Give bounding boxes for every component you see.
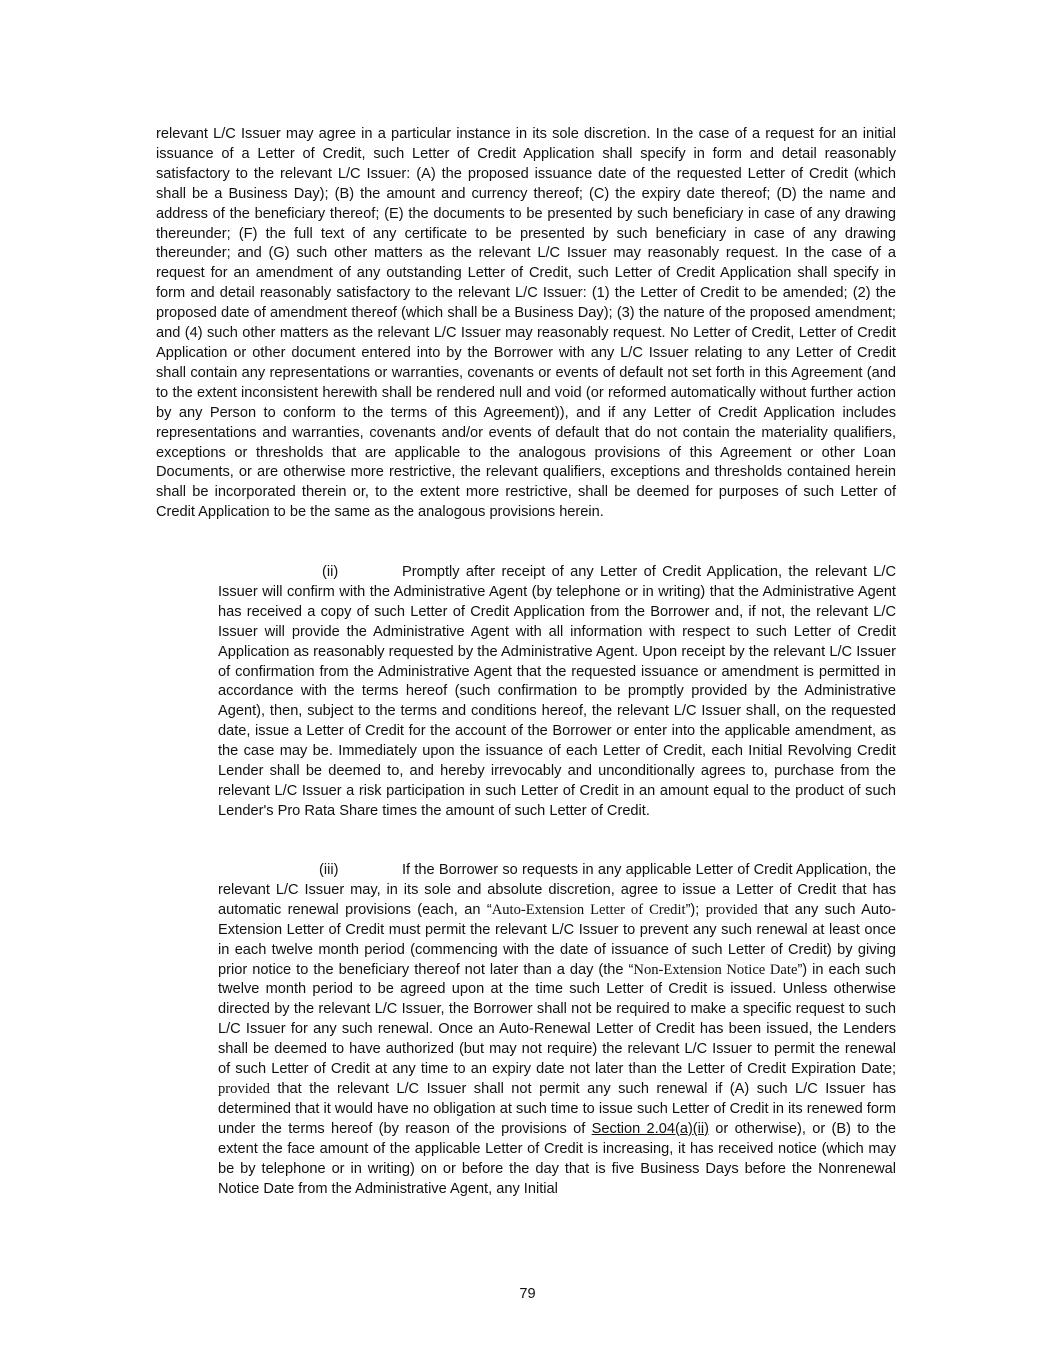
paragraph-iii-text-4: ”) in each such twelve month period to be agreed upon at the time such Letter of Credit is issued. Unless otherwise directed by the relevant L/C Issuer, the Borrower shall not be required to make a specific request to such L/C Issuer for any such renewal. Once an Auto-Renewal Letter of Credit has been issued, the Lenders shall be deemed to have authorized (but may not require) the relevant L/C Issuer to permit the renewal of such Letter of Credit at any time to an expiry date not later than the Letter of Credit Expiration Date; [218, 961, 897, 1078]
defined-term-non-extension: Non-Extension Notice Date [633, 961, 798, 978]
paragraph-iii-text-3: that any such Auto-Extension Letter of Credit must permit the relevant L/C Issuer to prevent any such renewal at least once in each twelve month period (commencing with the date of issuance of such Letter of Credit) by giving prior notice to the beneficiary thereof not later than a day (the “ [218, 901, 896, 978]
paragraph-ii [218, 563, 896, 822]
proviso-term-2: provided [218, 1080, 270, 1097]
paragraph-continuation: relevant L/C Issuer may agree in a particular instance in its sole discretion. In the case of a request for an initial issuance of a Letter of Credit, such Letter of Credit Application shall specify in form and detail reasonably satisfactory to the relevant L/C Issuer: (A) the proposed issuance date of the requested Letter of Credit (which shall be a Business Day); (B) the amount and currency thereof; (C) the expiry date thereof; (D) the name and address of the beneficiary thereof; (E) the documents to be presented by such beneficiary in case of any drawing thereunder; (F) the full text of any certificate to be presented by such beneficiary in case of any drawing thereunder; and (G) such other matters as the relevant L/C Issuer may reasonably request. In the case of a request for an amendment of any outstanding Letter of Credit, such Letter of Credit Application shall specify in form and detail reasonably satisfactory to the relevant L/C Issuer: (1) the Letter of Credit to be amended; (2) the proposed date of amendment thereof (which shall be a Business Day); (3) the nature of the proposed amendment; and (4) such other matters as the relevant L/C Issuer may reasonably request. No Letter of Credit, Letter of Credit Application or other document entered into by the Borrower with any L/C Issuer relating to any Letter of Credit shall contain any representations or warranties, covenants or events of default not set forth in this Agreement (and to the extent inconsistent herewith shall be rendered null and void (or reformed automatically without further action by any Person to conform to the terms of this Agreement)), and if any Letter of Credit Application includes representations and warranties, covenants and/or events of default that do not contain the materiality qualifiers, exceptions or thresholds that are applicable to the analogous provisions of this Agreement or other Loan Documents, or are otherwise more restrictive, the relevant qualifiers, exceptions and thresholds contained herein shall be incorporated therein or, to the extent more restrictive, shall be deemed for purposes of such Letter of Credit Application to be the same as the analogous provisions herein. [156, 126, 896, 521]
page-number: 79 [519, 1286, 536, 1302]
paragraph-iii-text-2: ”); [685, 901, 706, 918]
clause-marker-ii: (ii) [322, 564, 339, 580]
paragraph-ii-text: Promptly after receipt of any Letter of Credit Application, the relevant L/C Issuer will confirm with the Administrative Agent (by telephone or in writing) that the Administrative Agent has received a copy of such Letter of Credit Application from the Borrower and, if not, the relevant L/C Issuer will provide the Administrative Agent with all information with respect to such Letter of Credit Application as reasonably requested by the Administrative Agent. Upon receipt by the relevant L/C Issuer of confirmation from the Administrative Agent that the requested issuance or amendment is permitted in accordance with the terms hereof (such confirmation to be promptly provided by the Administrative Agent), then, subject to the terms and conditions hereof, the relevant L/C Issuer shall, on the requested date, issue a Letter of Credit for the account of the Borrower or enter into the applicable amendment, as the case may be. Immediately upon the issuance of each Letter of Credit, each Initial Revolving Credit Lender shall be deemed to, and hereby irrevocably and unconditionally agrees to, purchase from the relevant L/C Issuer a risk participation in such Letter of Credit in an amount equal to the product of such Lender's Pro Rata Share times the amount of such Letter of Credit. [218, 564, 896, 819]
paragraph-iii-text-1: If the Borrower so requests in any applicable Letter of Credit Application, the relevant L/C Issuer may, in its sole and absolute discretion, agree to issue a Letter of Credit that has automatic renewal provisions (each, an “ [218, 862, 896, 918]
paragraph-iii-text-6: or otherwise), or (B) to the extent the face amount of the applicable Letter of Credit is increasing, it has received notice (which may be by telephone or in writing) on or before the day that is five Business Days before the Nonrenewal Notice Date from the Administrative Agent, any Initial [218, 1120, 896, 1197]
defined-term-auto-extension: Auto-Extension Letter of Credit [491, 901, 686, 918]
paragraph-iii [218, 861, 896, 1199]
section-reference-link[interactable]: Section 2.04(a)(ii) [591, 1120, 710, 1137]
paragraph-iii-text-5: that the relevant L/C Issuer shall not permit any such renewal if (A) such L/C Issuer has determined that it would have no obligation at such time to issue such Letter of Credit in its renewed form under the terms hereof (by reason of the provisions of [218, 1080, 896, 1137]
clause-marker-iii: (iii) [319, 862, 339, 878]
proviso-term-1: provided [705, 901, 758, 918]
